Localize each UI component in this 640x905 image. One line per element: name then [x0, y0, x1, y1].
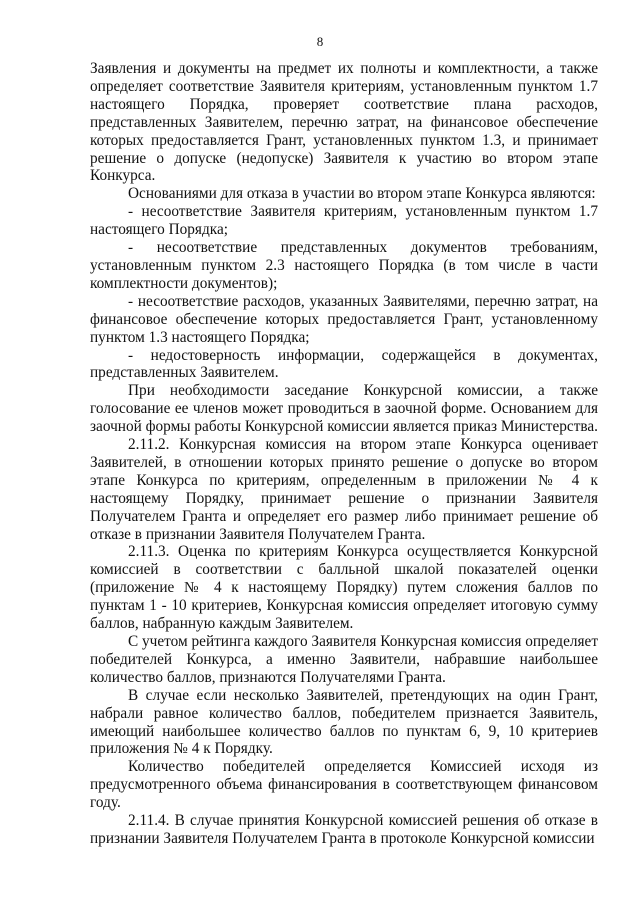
paragraph: Заявления и документы на предмет их полноты и комплектности, а также определяет соответствие Заявителя критериям, установленным пунктом 1.7 настоящего Порядка, проверяет соответствие плана расходов, представленных Заявителем, перечню затрат, на финансовое обеспечение которых предоставляется Грант, установленных пунктом 1.3, и принимает решение о допуске (недопуске) Заявителя к участию во втором этапе Конкурса.	[90, 60, 598, 185]
paragraph: С учетом рейтинга каждого Заявителя Конкурсная комиссия определяет победителей Конкурса, а именно Заявители, набравшие наибольшее количество баллов, признаются Получателями Гранта.	[90, 633, 598, 686]
page-number: 8	[316, 34, 324, 49]
list-item: - несоответствие расходов, указанных Заявителями, перечню затрат, на финансовое обеспечение которых предоставляется Грант, установленному пунктом 1.3 настоящего Порядка;	[90, 292, 598, 346]
document-body	[90, 60, 598, 848]
paragraph: 2.11.4. В случае принятия Конкурсной комиссией решения об отказе в признании Заявителя Получателем Гранта в протоколе Конкурсной комиссии	[90, 812, 598, 847]
list-item: - несоответствие Заявителя критериям, установленным пунктом 1.7 настоящего Порядка;	[90, 203, 598, 239]
paragraph: В случае если несколько Заявителей, претендующих на один Грант, набрали равное количество баллов, победителем признается Заявитель, имеющий наибольшее количество баллов по пунктам 6, 9, 10 критериев приложения № 4 к Порядку.	[90, 686, 598, 758]
paragraph: 2.11.3. Оценка по критериям Конкурса осуществляется Конкурсной комиссией в соответствии с балльной шкалой показателей оценки (приложение № 4 к настоящему Порядку) путем сложения баллов по пунктам 1 - 10 критериев, Конкурсная комиссия определяет итоговую сумму баллов, набранную каждым Заявителем.	[90, 543, 598, 633]
paragraph: При необходимости заседание Конкурсной комиссии, а также голосование ее членов может проводиться в заочной форме. Основанием для заочной формы работы Конкурсной комиссии является приказ Министерства.	[90, 382, 599, 436]
list-item: - недостоверность информации, содержащейся в документах, представленных Заявителем.	[90, 346, 598, 382]
list-item: - несоответствие представленных документов требованиям, установленным пунктом 2.3 настоящего Порядка (в том числе в части комплектности документов);	[90, 239, 598, 292]
paragraph: Основаниями для отказа в участии во втором этапе Конкурса являются:	[128, 185, 596, 203]
paragraph: Количество победителей определяется Комиссией исходя из предусмотренного объема финансирования в соответствующем финансовом году.	[90, 758, 598, 812]
paragraph: 2.11.2. Конкурсная комиссия на втором этапе Конкурса оценивает Заявителей, в отношении которых принято решение о допуске во втором этапе Конкурса по критериям, определенным в приложении № 4 к настоящему Порядку, принимает решение о признании Заявителя Получателем Гранта и определяет его размер либо принимает решение об отказе в признании Заявителя Получателем Гранта.	[90, 436, 598, 543]
